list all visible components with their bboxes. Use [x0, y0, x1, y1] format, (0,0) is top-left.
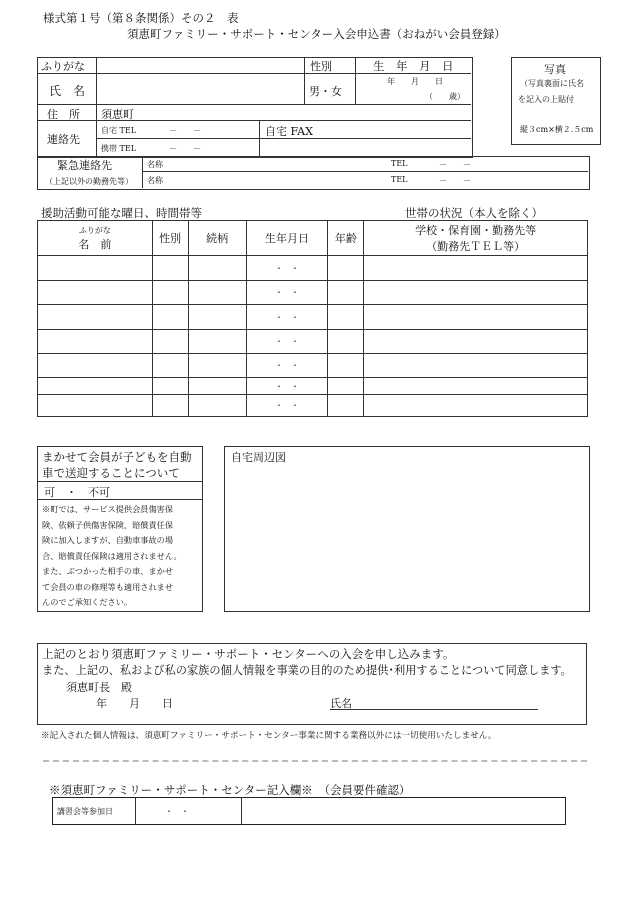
car-note-line: て会員の車の修理等も適用されませ: [42, 581, 174, 592]
col-relation: 続柄: [188, 221, 246, 256]
home-tel-field[interactable]: － －: [169, 126, 201, 135]
member-school-cell[interactable]: [364, 354, 588, 378]
household-row: [38, 354, 588, 378]
member-age-cell[interactable]: [328, 305, 364, 330]
household-row: [38, 378, 588, 395]
member-name-cell[interactable]: [38, 395, 153, 417]
applicant-section: [37, 57, 471, 156]
car-transport-box: [37, 446, 203, 612]
member-dob-cell[interactable]: ・ ・: [246, 305, 328, 330]
member-gender-cell[interactable]: [152, 378, 188, 395]
col-furigana: ふりがな: [78, 225, 111, 235]
consent-date[interactable]: 年 月 日: [96, 697, 173, 710]
photo-note-1: （写真裏面に氏名: [520, 79, 584, 88]
name-label: 氏 名: [49, 84, 86, 98]
gender-options[interactable]: 男・女: [309, 85, 342, 98]
furigana-field[interactable]: [99, 58, 299, 72]
consent-name-label: 氏名: [330, 697, 352, 710]
office-title: ※須恵町ファミリー・サポート・センター記入欄※ （会員要件確認）: [49, 783, 411, 797]
mobile-tel-label: 携帯 TEL: [101, 144, 137, 153]
member-name-cell[interactable]: [38, 354, 153, 378]
car-note: [42, 502, 202, 611]
form-number: 様式第１号（第８条関係）その２ 表: [43, 11, 239, 25]
col-school: 学校・保育園・勤務先等: [415, 224, 537, 237]
mobile-tel-field[interactable]: － －: [169, 144, 201, 153]
member-relation-cell[interactable]: [188, 281, 246, 305]
consent-line-2: また、上記の、私および私の家族の個人情報を事業の目的のため提供･利用することについて同意します。: [42, 664, 572, 677]
car-title-2: 車で送迎することについて: [42, 466, 180, 480]
car-options[interactable]: 可 ・ 不可: [44, 486, 110, 499]
member-dob-cell[interactable]: ・ ・: [246, 256, 328, 281]
photo-box: [511, 57, 601, 145]
consent-addressee: 須恵町長 殿: [66, 681, 132, 694]
member-age-cell[interactable]: [328, 256, 364, 281]
member-school-cell[interactable]: [364, 330, 588, 354]
member-relation-cell[interactable]: [188, 354, 246, 378]
member-dob-cell[interactable]: ・ ・: [246, 395, 328, 417]
separator: [43, 760, 587, 762]
member-relation-cell[interactable]: [188, 395, 246, 417]
consent-line-1: 上記のとおり須恵町ファミリー・サポート・センターへの入会を申し込みます。: [42, 647, 455, 661]
household-row: [38, 330, 588, 354]
age-format: （ 歳）: [425, 92, 465, 101]
member-gender-cell[interactable]: [152, 256, 188, 281]
member-dob-cell[interactable]: ・ ・: [246, 378, 328, 395]
member-relation-cell[interactable]: [188, 256, 246, 281]
car-note-line: 険に加入しますが、自動車事故の場: [42, 535, 174, 545]
car-note-line: 険、依頼子供傷害保険、賠償責任保: [42, 519, 174, 530]
member-school-cell[interactable]: [364, 395, 588, 417]
contact-label: 連絡先: [47, 133, 80, 146]
member-gender-cell[interactable]: [152, 305, 188, 330]
col-school-tel: （勤務先ＴＥＬ等）: [426, 240, 526, 253]
member-name-cell[interactable]: [38, 256, 153, 281]
member-age-cell[interactable]: [328, 330, 364, 354]
name-field[interactable]: [99, 75, 299, 103]
home-fax-label: 自宅 FAX: [265, 125, 313, 138]
emergency-tel-label-1: TEL: [391, 159, 408, 168]
household-row: [38, 281, 588, 305]
availability-caption: 援助活動可能な曜日、時間帯等: [41, 206, 202, 220]
emergency-tel-field-2[interactable]: － －: [439, 176, 471, 185]
member-school-cell[interactable]: [364, 256, 588, 281]
photo-note-2: を記入の上貼付: [518, 95, 574, 104]
member-age-cell[interactable]: [328, 378, 364, 395]
home-map-box[interactable]: [224, 446, 590, 612]
member-school-cell[interactable]: [364, 378, 588, 395]
emergency-section: [37, 156, 588, 188]
member-age-cell[interactable]: [328, 281, 364, 305]
member-relation-cell[interactable]: [188, 378, 246, 395]
form-title: 須恵町ファミリー・サポート・センター入会申込書（おねがい会員登録）: [127, 27, 506, 41]
car-note-line: 合、賠償責任保険は適用されません。: [42, 550, 182, 561]
member-gender-cell[interactable]: [152, 281, 188, 305]
car-note-line: んのでご承知ください。: [42, 597, 133, 607]
member-name-cell[interactable]: [38, 305, 153, 330]
emergency-label: 緊急連絡先: [57, 159, 112, 172]
member-name-cell[interactable]: [38, 330, 153, 354]
col-name-header: [38, 221, 153, 256]
car-title-1: まかせて会員が子どもを自動: [42, 450, 192, 464]
signature-line[interactable]: [330, 709, 538, 710]
household-row: [38, 256, 588, 281]
gender-label: 性別: [310, 60, 332, 73]
seminar-date-label: 講習会等参加日: [57, 807, 113, 816]
col-age: 年齢: [328, 221, 364, 256]
emergency-sublabel: （上記以外の勤務先等）: [45, 177, 133, 186]
emergency-tel-field-1[interactable]: － －: [439, 160, 471, 169]
member-dob-cell[interactable]: ・ ・: [246, 330, 328, 354]
member-relation-cell[interactable]: [188, 305, 246, 330]
emergency-tel-label-2: TEL: [391, 175, 408, 184]
seminar-date-field[interactable]: ・ ・: [165, 807, 189, 816]
furigana-label: ふりがな: [41, 60, 85, 73]
car-note-line: ※町では、サービス提供会員傷害保: [42, 504, 174, 514]
member-gender-cell[interactable]: [152, 395, 188, 417]
office-table: [52, 797, 566, 825]
address-label: 住 所: [47, 108, 80, 121]
col-name: 名 前: [78, 237, 112, 251]
col-gender: 性別: [152, 221, 188, 256]
col-school-header: [364, 221, 588, 256]
household-row: [38, 395, 588, 417]
map-label: 自宅周辺図: [231, 451, 286, 464]
member-school-cell[interactable]: [364, 305, 588, 330]
photo-title: 写真: [544, 63, 566, 76]
household-caption: 世帯の状況（本人を除く）: [405, 206, 543, 220]
privacy-note: ※記入された個人情報は、須恵町ファミリー・サポート・センター事業に関する業務以外には一切使用いたしません。: [41, 731, 497, 741]
member-age-cell[interactable]: [328, 354, 364, 378]
member-gender-cell[interactable]: [152, 330, 188, 354]
household-row: [38, 305, 588, 330]
member-dob-cell[interactable]: ・ ・: [246, 281, 328, 305]
member-relation-cell[interactable]: [188, 330, 246, 354]
member-name-cell[interactable]: [38, 281, 153, 305]
member-name-cell[interactable]: [38, 378, 153, 395]
dob-label: 生 年 月 日: [373, 59, 454, 73]
member-school-cell[interactable]: [364, 281, 588, 305]
emergency-name-label-2: 名称: [147, 176, 163, 185]
car-note-line: また、ぶつかった相手の車、まかせ: [42, 566, 174, 576]
col-dob: 生年月日: [246, 221, 328, 256]
member-gender-cell[interactable]: [152, 354, 188, 378]
consent-box: [37, 643, 587, 725]
member-age-cell[interactable]: [328, 395, 364, 417]
home-tel-label: 自宅 TEL: [101, 126, 137, 135]
dob-format: 年 月 日: [387, 77, 443, 86]
emergency-name-label-1: 名称: [147, 160, 163, 169]
household-table: [37, 220, 588, 417]
address-field[interactable]: 須恵町: [101, 108, 134, 121]
member-dob-cell[interactable]: ・ ・: [246, 354, 328, 378]
photo-size: 縦３cm×横２.５cm: [520, 125, 594, 134]
